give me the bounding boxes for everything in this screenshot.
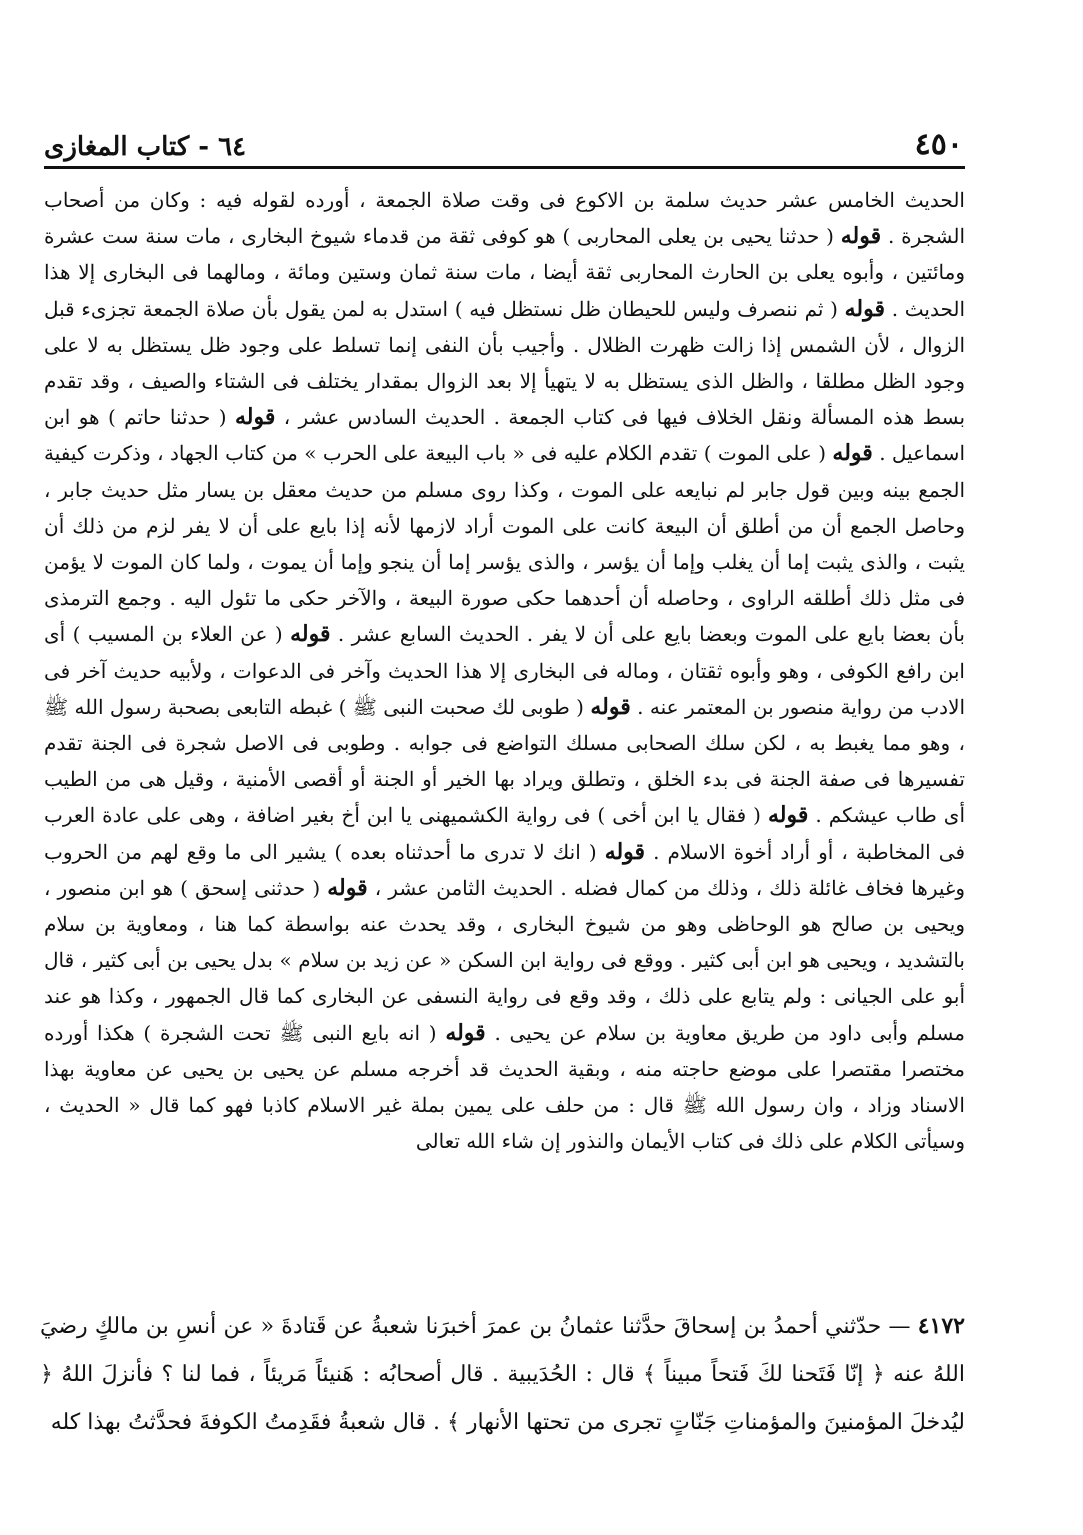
commentary-segment: ( انه بايع النبى ﷺ تحت الشجرة ) هكذا أورده مختصرا مقتصرا على موضع حاجته منه ، وبقية الحديث قد أخرجه مسلم عن يحيى بن يحيى عن معاوية بهذا الاسناد وزاد ، وان رسول الله ﷺ قال : من حلف على يمين بملة غير الاسلام كاذبا فهو كما قال « الحديث ، وسيأتى الكلام على ذلك فى كتاب الأيمان والنذور إن شاء الله تعالى	[44, 1020, 965, 1154]
commentary-block	[44, 182, 965, 1159]
commentary-segment: ( فقال يا ابن أخى ) فى رواية الكشميهنى يا ابن أخ بغير اضافة ، وهى على عادة العرب فى المخاطبة ، أو أراد أخوة الاسلام .	[44, 803, 966, 864]
commentary-segment: ( عن العلاء بن المسيب ) أى ابن رافع الكوفى ، وهو وأبوه ثقتان ، وماله فى البخارى إلا هذا الحديث وآخر فى الدعوات ، ولأبيه حديث آخر فى الادب من رواية منصور بن المعتمر عنه .	[44, 622, 966, 719]
qawluh-marker: قوله	[290, 621, 331, 648]
commentary-paragraph	[44, 182, 965, 1159]
commentary-segment: ( انك لا تدرى ما أحدثناه بعده ) يشير الى ما وقع لهم من الحروب وغيرها فخاف غائلة ذلك ، وذلك من كمال فضله . الحديث الثامن عشر ،	[44, 839, 966, 900]
book-title: ٦٤ - كتاب المغازى	[44, 132, 247, 162]
hadith-number: ٤١٧٢	[917, 1313, 965, 1339]
commentary-segment: ( ثم ننصرف وليس للحيطان ظل نستظل فيه ) استدل به لمن يقول بأن صلاة الجمعة تجزىء قبل الزوال ، لأن الشمس إذا زالت ظهرت الظلال . وأجيب بأن النفى إنما تسلط على وجود ظل يستظل به لا على وجود الظل مطلقا ، والظل الذى يستظل به لا يتهيأ إلا بعد الزوال بمقدار يختلف فى الشتاء والصيف ، وقد تقدم بسط هذه المسألة ونقل الخلاف فيها فى كتاب الجمعة . الحديث السادس عشر ،	[44, 296, 966, 430]
qawluh-marker: قوله	[445, 1019, 486, 1046]
qawluh-marker: قوله	[832, 440, 873, 467]
commentary-segment: الحديث الخامس عشر حديث سلمة بن الاكوع فى وقت صلاة الجمعة ، أورده لقوله فيه : وكان من أصحاب الشجرة .	[44, 188, 966, 249]
qawluh-marker: قوله	[604, 838, 646, 865]
page-number: ٤٥٠	[914, 127, 963, 162]
qawluh-marker: قوله	[234, 404, 276, 431]
hadith-dash: —	[881, 1314, 918, 1339]
commentary-segment: ( على الموت ) تقدم الكلام عليه فى « باب البيعة على الحرب » من كتاب الجهاد ، وذكرت كيفية الجمع بينه وبين قول جابر لم نبايعه على الموت ، وكذا روى مسلم من حديث معقل بن يسار مثل حديث جابر ، وحاصل الجمع أن من أطلق أن البيعة كانت على الموت أراد لازمها لأنه إذا بايع على أن لا يفر لزم من ذلك أن يثبت ، والذى يثبت إما أن يغلب وإما أن يؤسر ، والذى يؤسر إما أن ينجو وإما أن يموت ، ولما كان الموت لا يؤمن فى مثل ذلك أطلقه الراوى ، وحاصله أن أحدهما حكى صورة البيعة ، والآخر حكى ما تئول اليه . وجمع الترمذى بأن بعضا بايع على الموت وبعضا بايع على أن لا يفر . الحديث السابع عشر .	[44, 441, 965, 647]
hadith-block	[40, 1302, 965, 1447]
page-header	[44, 118, 963, 162]
qawluh-marker: قوله	[767, 802, 809, 829]
qawluh-marker: قوله	[844, 295, 886, 322]
commentary-segment: ( حدثنا يحيى بن يعلى المحاربى ) هو كوفى ثقة من قدماء شيوخ البخارى ، مات سنة ست عشرة ومائتين ، وأبوه يعلى بن الحارث المحاربى ثقة أيضا ، مات سنة ثمان وستين ومائة ، ومالهما فى البخارى إلا هذا الحديث .	[44, 224, 966, 321]
hadith-text: حدّثني أحمدُ بن إسحاقَ حدَّثنا عثمانُ بن عمرَ أخبرَنا شعبةُ عن قَتادةَ « عن أنسِ بن مالكٍ رضيَ اللهُ عنه ﴿ إنّا فَتَحنا لكَ فَتحاً مبيناً ﴾ قال : الحُدَيبية . قال أصحابُه : هَنيئاً مَريئاً ، فما لنا ؟ فأنزلَ اللهُ ﴿ ليُدخلَ المؤمنينَ والمؤمناتِ جَنّاتٍ تجرى من تحتها الأنهار ﴾ . قال شعبةُ فقَدِمتُ الكوفةَ فحدَّثتُ بهذا كله	[40, 1314, 965, 1435]
header-divider	[44, 166, 965, 169]
qawluh-marker: قوله	[327, 874, 368, 901]
commentary-segment: ( حدثنى إسحق ) هو ابن منصور ، ويحيى بن صالح هو الوحاظى وهو من شيوخ البخارى ، وقد يحدث عنه بواسطة كما هنا ، ومعاوية بن سلام بالتشديد ، ويحيى هو ابن أبى كثير . ووقع فى رواية ابن السكن « عن زيد بن سلام » بدل يحيى بن أبى كثير ، قال أبو على الجيانى : ولم يتابع على ذلك ، وقد وقع فى رواية النسفى عن البخارى كما قال الجمهور ، وكذا هو عند مسلم وأبى داود من طريق معاوية بن سلام عن يحيى .	[44, 875, 966, 1045]
commentary-segment: ( طوبى لك صحبت النبى ﷺ ) غبطه التابعى بصحبة رسول الله ﷺ ، وهو مما يغبط به ، لكن سلك الصحابى مسلك التواضع فى جوابه . وطوبى فى الاصل شجرة فى الجنة تقدم تفسيرها فى صفة الجنة فى بدء الخلق ، وتطلق ويراد بها الخير أو الجنة أو أقصى الأمنية ، وقيل هى من الطيب أى طاب عيشكم .	[44, 694, 965, 828]
qawluh-marker: قوله	[590, 693, 631, 720]
qawluh-marker: قوله	[840, 223, 882, 250]
hadith-paragraph	[40, 1302, 965, 1447]
commentary-segment: ( حدثنا حاتم ) هو ابن اسماعيل .	[44, 405, 965, 466]
